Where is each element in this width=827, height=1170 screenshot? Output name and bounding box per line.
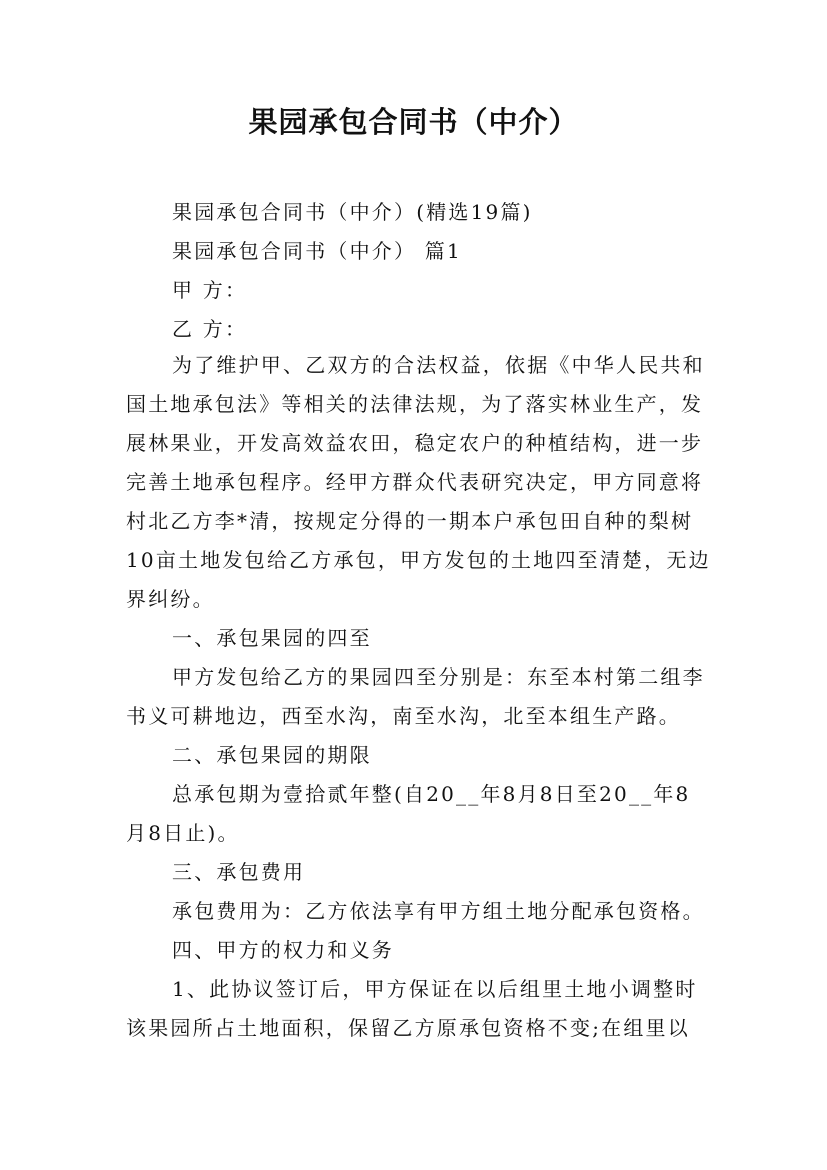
paragraph-line: 甲方发包给乙方的果园四至分别是：东至本村第二组李 [172, 665, 705, 689]
paragraph-line: 1、此协议签订后，甲方保证在以后组里土地小调整时 [172, 977, 698, 1001]
paragraph-line: 承包费用为：乙方依法享有甲方组土地分配承包资格。 [172, 899, 705, 923]
paragraph-line: 10亩土地发包给乙方承包，甲方发包的土地四至清楚，无边 [126, 548, 711, 572]
paragraph-line: 村北乙方李*清，按规定分得的一期本户承包田自种的梨树 [126, 509, 694, 533]
document-title: 果园承包合同书（中介） [248, 105, 579, 139]
paragraph-line: 展林果业，开发高效益农田，稳定农户的种植结构，进一步 [126, 431, 704, 455]
clause-heading: 一、承包果园的四至 [172, 626, 372, 650]
clause-heading: 三、承包费用 [172, 860, 306, 884]
clause-heading: 二、承包果园的期限 [172, 743, 372, 767]
paragraph-line: 该果园所占土地面积，保留乙方原承包资格不变;在组里以 [126, 1016, 690, 1040]
paragraph-line: 书义可耕地边，西至水沟，南至水沟，北至本组生产路。 [126, 704, 681, 728]
paragraph-line: 总承包期为壹拾贰年整(自20__年8月8日至20__年8 [172, 782, 691, 806]
paragraph-line: 为了维护甲、乙双方的合法权益，依据《中华人民共和 [172, 353, 705, 377]
paragraph-line: 完善土地承包程序。经甲方群众代表研究决定，甲方同意将 [126, 470, 704, 494]
section-heading: 果园承包合同书（中介） 篇1 [172, 239, 462, 263]
paragraph-line: 月8日止)。 [126, 821, 240, 845]
paragraph-line: 界纠纷。 [126, 587, 215, 611]
party-b-line: 乙 方： [172, 317, 248, 341]
clause-heading: 四、甲方的权力和义务 [172, 938, 394, 962]
paragraph-line: 国土地承包法》等相关的法律法规，为了落实林业生产，发 [126, 392, 704, 416]
party-a-line: 甲 方： [172, 278, 248, 302]
subtitle-line: 果园承包合同书（中介）(精选19篇) [172, 200, 533, 224]
